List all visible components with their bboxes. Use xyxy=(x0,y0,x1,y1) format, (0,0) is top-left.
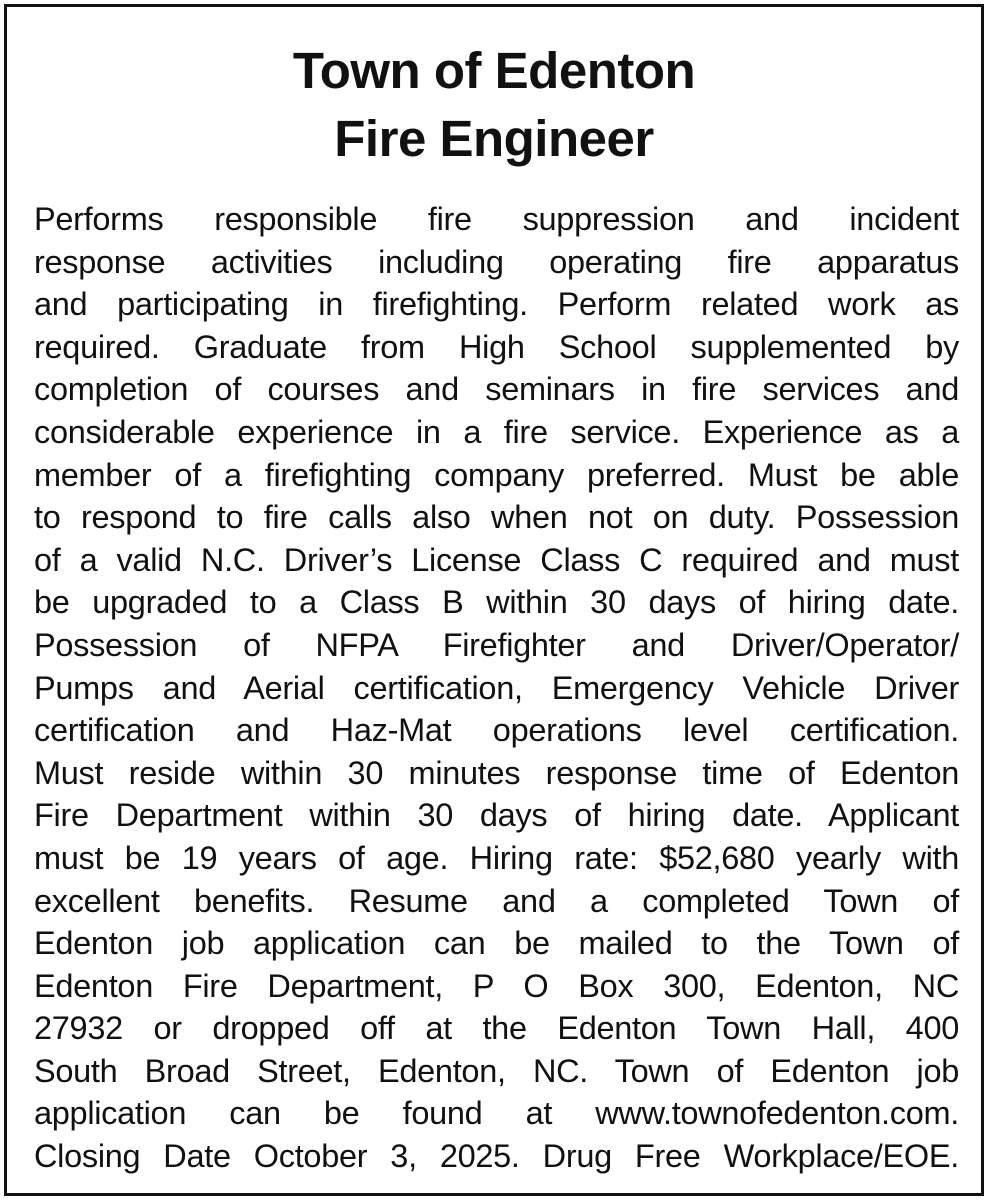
body-line: excellent benefits. Resume and a completed Town of xyxy=(34,882,959,919)
body-line: member of a firefighting company preferred. Must be able xyxy=(34,456,959,493)
ad-title xyxy=(7,37,981,173)
body-line: Fire Department within 30 days of hiring date. Applicant xyxy=(34,797,959,834)
body-line: South Broad Street, Edenton, NC. Town of Edenton job xyxy=(34,1052,959,1089)
body-line: must be 19 years of age. Hiring rate: $52,680 yearly with xyxy=(34,839,959,876)
ad-body xyxy=(34,198,959,1178)
body-line: Edenton job application can be mailed to the Town of xyxy=(34,925,959,962)
body-line: considerable experience in a fire service. Experience as a xyxy=(34,413,959,450)
body-line: response activities including operating fire apparatus xyxy=(34,243,959,280)
body-line: and participating in firefighting. Perform related work as xyxy=(34,286,959,323)
body-line: to respond to fire calls also when not on duty. Possession xyxy=(34,499,959,536)
body-line: Must reside within 30 minutes response time of Edenton xyxy=(34,754,959,791)
job-ad-frame xyxy=(4,4,984,1196)
ad-title-line-1: Town of Edenton xyxy=(292,42,696,99)
body-line: completion of courses and seminars in fire services and xyxy=(34,371,959,408)
body-line: Possession of NFPA Firefighter and Driver/Operator/ xyxy=(34,626,959,663)
body-line: Pumps and Aerial certification, Emergency Vehicle Driver xyxy=(34,669,959,706)
body-line: application can be found at www.townofedenton.com. xyxy=(34,1095,959,1132)
body-line: 27932 or dropped off at the Edenton Town Hall, 400 xyxy=(34,1010,959,1047)
body-line: Closing Date October 3, 2025. Drug Free Workplace/EOE. xyxy=(34,1138,959,1175)
body-line: Edenton Fire Department, P O Box 300, Edenton, NC xyxy=(34,967,959,1004)
body-line: Performs responsible fire suppression and incident xyxy=(34,201,959,237)
body-line: of a valid N.C. Driver’s License Class C required and must xyxy=(34,541,959,578)
body-line: be upgraded to a Class B within 30 days of hiring date. xyxy=(34,584,959,621)
body-line: certification and Haz-Mat operations level certification. xyxy=(34,712,959,749)
ad-title-line-2: Fire Engineer xyxy=(334,110,654,167)
body-line: required. Graduate from High School supplemented by xyxy=(34,328,959,365)
